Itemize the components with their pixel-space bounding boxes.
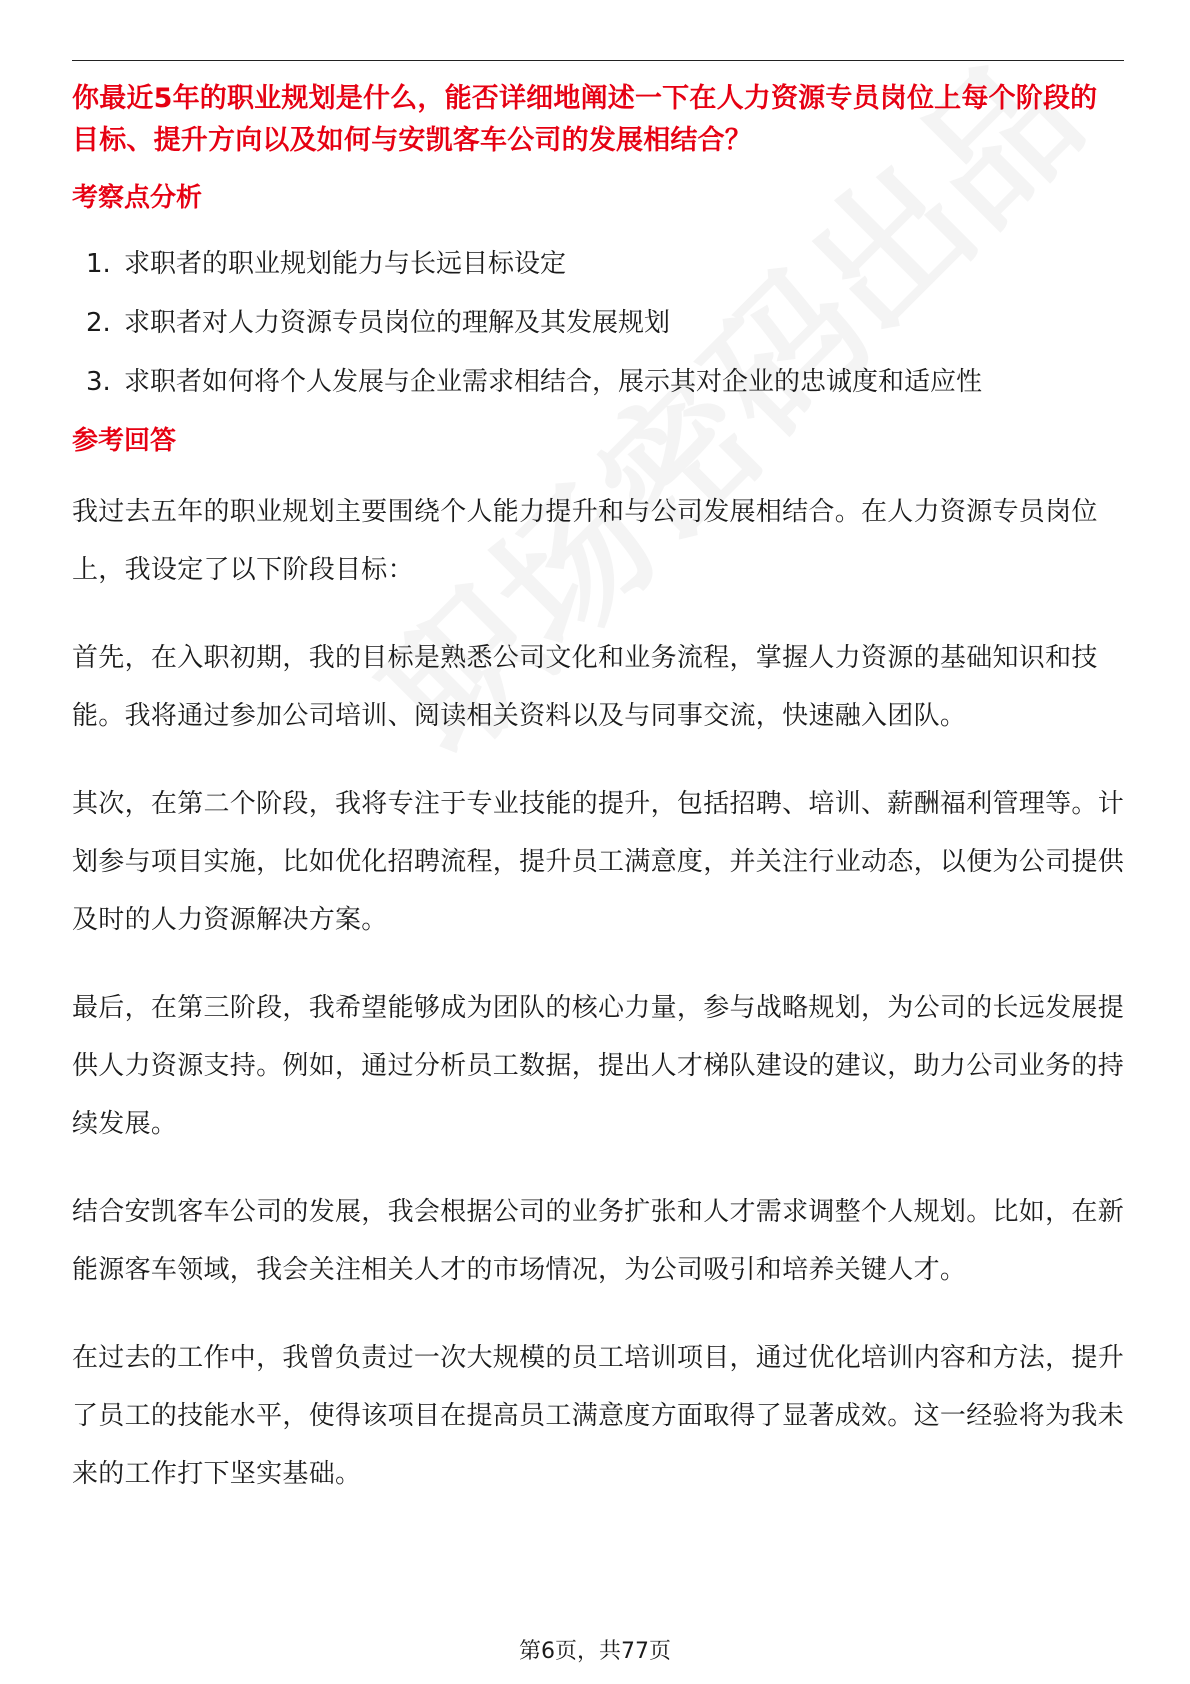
answer-paragraph: 其次，在第二个阶段，我将专注于专业技能的提升，包括招聘、培训、薪酬福利管理等。计划参与项目实施，比如优化招聘流程，提升员工满意度，并关注行业动态，以便为公司提供及时的人力资源解决方案。: [72, 789, 1125, 935]
list-text: 求职者的职业规划能力与长远目标设定: [124, 249, 567, 279]
answer-paragraph: 首先，在入职初期，我的目标是熟悉公司文化和业务流程，掌握人力资源的基础知识和技能。我将通过参加公司培训、阅读相关资料以及与同事交流，快速融入团队。: [72, 643, 1098, 731]
list-number: 3.: [86, 367, 111, 397]
answer-heading: 参考回答: [72, 426, 177, 456]
analysis-heading: 考察点分析: [72, 183, 203, 213]
answer-body: [72, 483, 1124, 1503]
document-body: [72, 78, 1124, 1533]
list-item: [86, 244, 1124, 284]
answer-paragraph: 在过去的工作中，我曾负责过一次大规模的员工培训项目，通过优化培训内容和方法，提升了员工的技能水平，使得该项目在提高员工满意度方面取得了显著成效。这一经验将为我未来的工作打下坚实基础。: [72, 1343, 1125, 1489]
question-title: 你最近5年的职业规划是什么，能否详细地阐述一下在人力资源专员岗位上每个阶段的目标、提升方向以及如何与安凯客车公司的发展相结合？: [72, 83, 1098, 156]
list-text: 求职者如何将个人发展与企业需求相结合，展示其对企业的忠诚度和适应性: [124, 367, 983, 397]
top-divider: [72, 60, 1124, 61]
list-item: [86, 303, 1124, 343]
list-item: [86, 362, 1124, 402]
page-number: 第6页，共77页: [519, 1639, 671, 1664]
analysis-list: [86, 244, 1124, 402]
list-text: 求职者对人力资源专员岗位的理解及其发展规划: [124, 308, 671, 338]
list-number: 1.: [86, 249, 111, 279]
answer-paragraph: 我过去五年的职业规划主要围绕个人能力提升和与公司发展相结合。在人力资源专员岗位上，我设定了以下阶段目标：: [72, 497, 1098, 585]
answer-paragraph: 结合安凯客车公司的发展，我会根据公司的业务扩张和人才需求调整个人规划。比如，在新能源客车领域，我会关注相关人才的市场情况，为公司吸引和培养关键人才。: [72, 1197, 1125, 1285]
list-number: 2.: [86, 308, 111, 338]
answer-paragraph: 最后，在第三阶段，我希望能够成为团队的核心力量，参与战略规划，为公司的长远发展提供人力资源支持。例如，通过分析员工数据，提出人才梯队建设的建议，助力公司业务的持续发展。: [72, 993, 1125, 1139]
